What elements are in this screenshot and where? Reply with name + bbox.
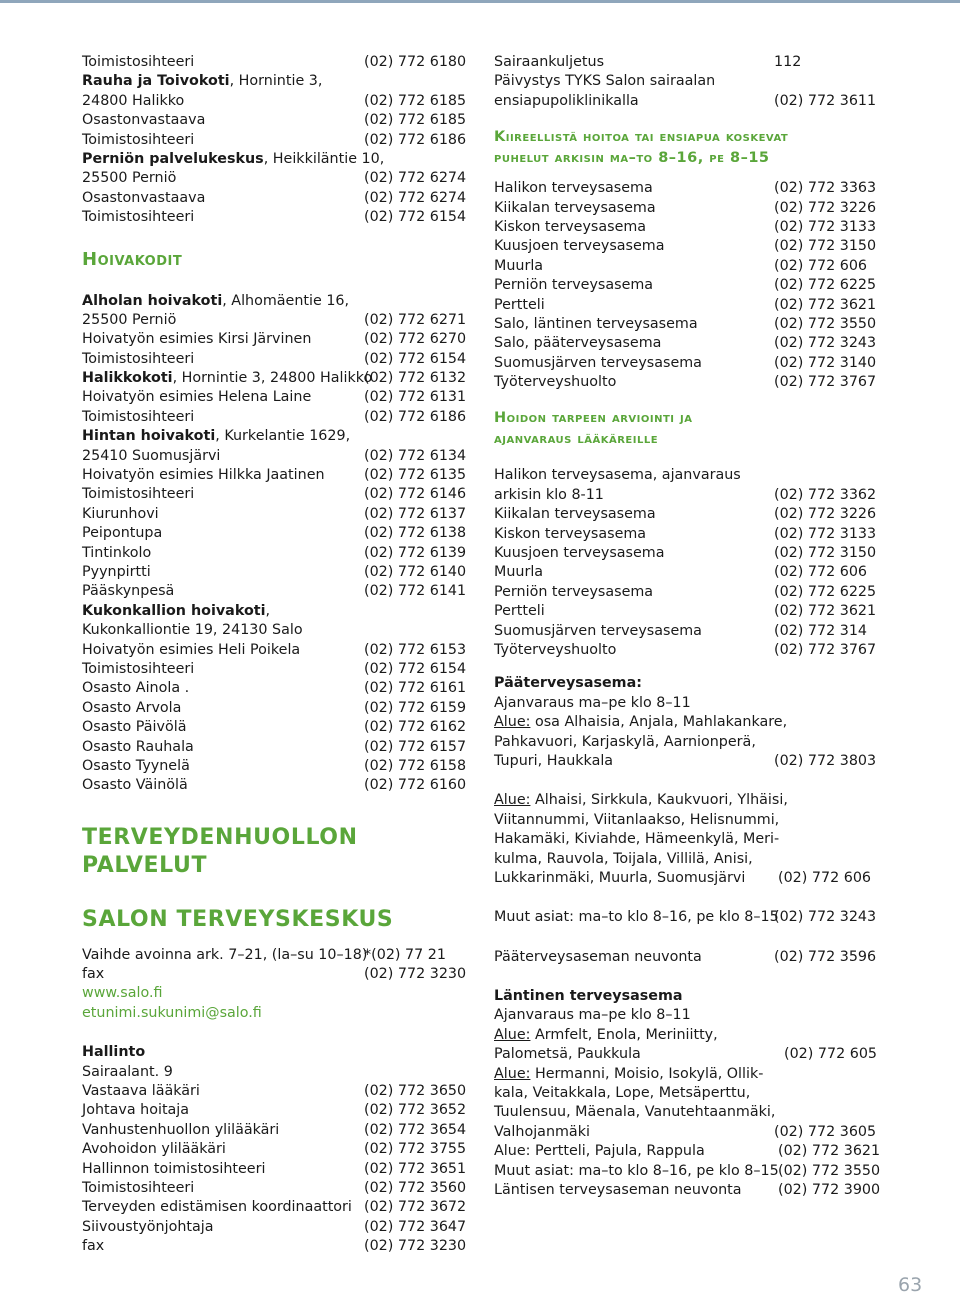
row-label: Kuusjoen terveysasema — [494, 238, 665, 255]
row-label: fax — [82, 1238, 105, 1255]
phone-number: (02) 772 3133 — [774, 218, 877, 235]
list-row — [82, 621, 468, 640]
row-label: Toimistosihteeri — [82, 660, 195, 677]
area-text: Alhaisi, Sirkkula, Kaukvuori, Ylhäisi, — [530, 792, 788, 809]
main-area1-line1 — [494, 713, 876, 732]
list-row — [494, 563, 876, 582]
area-text: Palometsä, Paukkula — [494, 1046, 641, 1063]
row-label: Tintinkolo — [82, 544, 152, 561]
email-link-row — [82, 1004, 468, 1023]
row-label — [82, 150, 384, 169]
phone-number: (02) 772 6154 — [364, 660, 467, 677]
area-text: Pahkavuori, Karjaskylä, Aarnionperä, — [494, 733, 756, 750]
west-area1-line1 — [494, 1026, 876, 1045]
phone-number: (02) 772 6138 — [364, 525, 467, 542]
phone-number: (02) 772 6140 — [364, 563, 467, 580]
list-row — [82, 131, 468, 150]
web-link-row — [82, 984, 468, 1003]
assessment-heading-line1: Hoidon tarpeen arviointi ja — [494, 410, 693, 427]
phone-number: (02) 772 314 — [774, 622, 868, 639]
row-label: fax — [82, 966, 105, 983]
list-row — [82, 427, 468, 446]
phone-number: (02) 772 6274 — [364, 189, 467, 206]
row-label: Sairaankuljetus — [494, 54, 605, 70]
row-label: Hoivatyön esimies Hilkka Jaatinen — [82, 467, 325, 484]
phone-number: (02) 772 606 — [774, 564, 868, 581]
row-label: Osasto Arvola — [82, 699, 182, 716]
list-row — [82, 92, 468, 111]
list-row — [82, 946, 468, 965]
phone-number: (02) 772 3230 — [364, 1238, 467, 1255]
west-area2-line1 — [494, 1065, 876, 1084]
facility-address: , Alhomäentie 16, — [222, 292, 350, 309]
phone-number: (02) 772 6225 — [774, 583, 877, 600]
list-row — [82, 1218, 468, 1237]
phone-number: (02) 772 3550 — [778, 1162, 881, 1179]
row-label: Suomusjärven terveysasema — [494, 354, 702, 371]
west-area2-line3 — [494, 1103, 876, 1122]
main-booking-row — [494, 694, 876, 713]
phone-number: (02) 772 3150 — [774, 545, 877, 562]
list-row — [82, 350, 468, 369]
services-heading: TERVEYDENHUOLLON PALVELUT — [82, 824, 358, 878]
phone-number: (02) 772 3605 — [774, 1123, 877, 1140]
list-row — [82, 53, 468, 72]
hallinto-heading: Hallinto — [82, 1044, 146, 1061]
phone-number: (02) 772 3647 — [364, 1218, 467, 1235]
list-row — [82, 1237, 468, 1256]
list-row — [494, 53, 876, 72]
row-label: Vanhustenhuollon ylilääkäri — [82, 1121, 280, 1138]
row-label: Pyynpirtti — [82, 563, 151, 580]
list-row — [494, 296, 876, 315]
list-row — [494, 92, 876, 111]
phone-number: (02) 772 3150 — [774, 238, 877, 255]
facility-name: Halikkokoti — [82, 370, 173, 387]
list-row — [494, 334, 876, 353]
row-label: Kiskon terveysasema — [494, 218, 647, 235]
list-row — [494, 276, 876, 295]
list-row — [82, 1179, 468, 1198]
main-area1-line2 — [494, 733, 876, 752]
advice-text: Läntisen terveysaseman neuvonta — [494, 1181, 742, 1198]
facility-address: , Heikkiläntie 10, — [263, 150, 385, 167]
list-row — [82, 602, 468, 621]
row-label: Peipontupa — [82, 525, 163, 542]
row-label: Halikon terveysasema, ajanvaraus — [494, 467, 741, 484]
list-row — [82, 189, 468, 208]
hallinto-list — [82, 1082, 468, 1257]
phone-number: *(02) 77 21 — [364, 946, 446, 963]
facility-address: , Hornintie 3, — [229, 73, 323, 90]
assessment-heading-line2: ajanvaraus lääkäreille — [494, 431, 659, 448]
area-text: Viitannummi, Viitanlaakso, Helisnummi, — [494, 811, 780, 828]
list-row — [82, 150, 468, 169]
list-row — [494, 525, 876, 544]
facility-address: , — [265, 602, 271, 619]
row-label: Kiikalan terveysasema — [494, 199, 656, 216]
list-row — [82, 1140, 468, 1159]
emergency-list — [494, 53, 876, 111]
phone-number: (02) 772 6158 — [364, 757, 467, 774]
list-row — [494, 354, 876, 373]
phone-number: (02) 772 6157 — [364, 738, 467, 755]
list-row — [82, 330, 468, 349]
phone-number: (02) 772 3650 — [364, 1083, 467, 1100]
west-heading-row — [494, 987, 876, 1006]
list-row — [82, 1082, 468, 1101]
main-area2-line2 — [494, 811, 876, 830]
row-label: Kiskon terveysasema — [494, 525, 647, 542]
assessment-list — [494, 466, 876, 660]
phone-number: (02) 772 6270 — [364, 331, 467, 348]
row-label: Pertteli — [494, 296, 545, 313]
area-label: Alue: — [494, 792, 531, 809]
list-row — [494, 237, 876, 256]
list-row — [494, 583, 876, 602]
west-booking-text: Ajanvaraus ma–pe klo 8–11 — [494, 1007, 691, 1024]
row-label: Päivystys TYKS Salon sairaalan — [494, 73, 716, 90]
west-booking-row — [494, 1006, 876, 1025]
row-label: Suomusjärven terveysasema — [494, 622, 702, 639]
area-label: Alue: — [494, 1065, 531, 1082]
row-label: Halikon terveysasema — [494, 180, 653, 197]
area-text: Tupuri, Haukkala — [494, 752, 614, 769]
facility-address: , Kurkelantie 1629, — [215, 428, 351, 445]
phone-number: (02) 772 6161 — [364, 680, 467, 697]
row-label: Hoivatyön esimies Kirsi Järvinen — [82, 331, 312, 348]
area-text: osa Alhaisia, Anjala, Mahlakankare, — [530, 714, 788, 731]
row-label: Osastonvastaava — [82, 112, 206, 129]
phone-number: (02) 772 3652 — [364, 1102, 467, 1119]
row-label: Osasto Rauhala — [82, 738, 194, 755]
list-row — [82, 641, 468, 660]
area-text: Valhojanmäki — [494, 1123, 590, 1140]
hallinto-address-row — [82, 1063, 468, 1082]
list-row — [494, 622, 876, 641]
list-row — [82, 208, 468, 227]
row-label — [82, 427, 350, 446]
phone-number: (02) 772 3900 — [778, 1181, 881, 1198]
row-label: Toimistosihteeri — [82, 131, 195, 148]
row-label — [82, 602, 270, 621]
phone-number: (02) 772 3672 — [364, 1199, 467, 1216]
list-row — [82, 72, 468, 91]
phone-number: (02) 772 3243 — [774, 335, 877, 352]
main-area1-line3 — [494, 752, 876, 771]
hallinto-heading-row — [82, 1043, 468, 1062]
left-top-list — [82, 53, 468, 228]
row-label: Vastaava lääkäri — [82, 1083, 200, 1100]
west-area1-line2 — [494, 1045, 876, 1064]
list-row — [494, 257, 876, 276]
list-row — [82, 965, 468, 984]
area-label: Alue: — [494, 714, 531, 731]
list-row — [82, 660, 468, 679]
area-text: Hermanni, Moisio, Isokylä, Ollik- — [530, 1065, 764, 1082]
top-rule — [0, 0, 960, 3]
row-label: Toimistosihteeri — [82, 350, 195, 367]
row-label: Salo, läntinen terveysasema — [494, 315, 698, 332]
area-text: kala, Veitakkala, Lope, Metsäperttu, — [494, 1085, 751, 1102]
list-row — [494, 486, 876, 505]
list-row — [82, 111, 468, 130]
row-label: Hoivatyön esimies Heli Poikela — [82, 641, 301, 658]
row-label: Salo, pääterveysasema — [494, 335, 662, 352]
list-row — [82, 485, 468, 504]
area-text: Alue: Pertteli, Pajula, Rappula — [494, 1143, 705, 1160]
phone-number: (02) 772 6185 — [364, 112, 467, 129]
phone-number: (02) 772 6186 — [364, 131, 467, 148]
row-label: Hoivatyön esimies Helena Laine — [82, 389, 312, 406]
hoivakodit-list — [82, 292, 468, 796]
phone-number: (02) 772 606 — [778, 869, 872, 886]
main-other-row — [494, 908, 876, 927]
list-row — [82, 292, 468, 311]
phone-number: (02) 772 606 — [774, 257, 868, 274]
phone-number: (02) 772 6141 — [364, 583, 467, 600]
phone-number: (02) 772 6154 — [364, 209, 467, 226]
area-label: Alue: — [494, 1026, 531, 1043]
row-label: Perniön terveysasema — [494, 583, 654, 600]
row-label — [82, 72, 322, 91]
row-label: Osasto Päivölä — [82, 719, 187, 736]
urgent-list — [494, 179, 876, 392]
row-label — [82, 292, 349, 311]
urgent-heading-line2: puhelut arkisin ma–to 8–16, pe 8–15 — [494, 150, 770, 167]
phone-number: (02) 772 3550 — [774, 315, 877, 332]
west-other-row — [494, 1162, 881, 1181]
row-label: Työterveyshuolto — [494, 374, 617, 391]
phone-number: (02) 772 3133 — [774, 525, 877, 542]
phone-number: (02) 772 3611 — [774, 92, 877, 109]
list-row — [494, 218, 876, 237]
list-row — [82, 447, 468, 466]
urgent-heading-line1: Kiireellistä hoitoa tai ensiapua koskevat — [494, 129, 789, 146]
list-row — [82, 388, 468, 407]
phone-number: (02) 772 6134 — [364, 447, 467, 464]
row-label: Kukonkalliontie 19, 24130 Salo — [82, 622, 303, 639]
web-link[interactable]: www.salo.fi — [82, 985, 163, 1002]
phone-number: (02) 772 6180 — [364, 54, 467, 70]
list-row — [82, 679, 468, 698]
row-label: Osasto Ainola . — [82, 680, 190, 697]
row-label: Kuusjoen terveysasema — [494, 545, 665, 562]
hoivakodit-heading: Hoivakodit — [82, 248, 183, 270]
list-row — [494, 641, 876, 660]
list-row — [494, 466, 876, 485]
area-text: Tuulensuu, Mäenala, Vanutehtaanmäki, — [494, 1104, 776, 1121]
list-row — [82, 563, 468, 582]
row-label: Toimistosihteeri — [82, 408, 195, 425]
other-matters-text: Muut asiat: ma–to klo 8–16, pe klo 8–15 — [494, 1162, 779, 1179]
row-label: Toimistosihteeri — [82, 1179, 195, 1196]
phone-number: (02) 772 6162 — [364, 719, 467, 736]
row-label: Avohoidon ylilääkäri — [82, 1141, 226, 1158]
list-row — [494, 373, 876, 392]
row-label: Pääskynpesä — [82, 583, 175, 600]
phone-number: (02) 772 6131 — [364, 389, 467, 406]
phone-number: (02) 772 3362 — [774, 486, 877, 503]
phone-number: (02) 772 3621 — [778, 1143, 881, 1160]
west-advice-row — [494, 1181, 881, 1200]
phone-number: (02) 772 605 — [784, 1046, 878, 1063]
phone-number: (02) 772 3621 — [774, 296, 877, 313]
row-label: Toimistosihteeri — [82, 486, 195, 503]
list-row — [82, 408, 468, 427]
phone-number: (02) 772 6146 — [364, 486, 467, 503]
page-number: 63 — [898, 1274, 923, 1296]
list-row — [82, 524, 468, 543]
west-station-heading: Läntinen terveysasema — [494, 988, 683, 1005]
phone-number: (02) 772 6186 — [364, 408, 467, 425]
phone-number: (02) 772 3226 — [774, 199, 877, 216]
other-matters-text: Muut asiat: ma–to klo 8–16, pe klo 8–15 — [494, 909, 779, 926]
facility-name: Hintan hoivakoti — [82, 428, 216, 445]
phone-number: (02) 772 3596 — [774, 948, 877, 965]
row-label: 25410 Suomusjärvi — [82, 447, 221, 464]
row-label: Terveyden edistämisen koordinaattori — [82, 1199, 352, 1216]
list-row — [494, 505, 876, 524]
main-area2-line1 — [494, 791, 876, 810]
right-column — [494, 53, 881, 1200]
west-area3-row — [494, 1142, 881, 1161]
row-label: Muurla — [494, 564, 544, 581]
list-row — [82, 582, 468, 601]
list-row — [494, 544, 876, 563]
phone-number: (02) 772 3651 — [364, 1160, 467, 1177]
main-advice-row — [494, 948, 876, 967]
list-row — [494, 199, 876, 218]
row-label: Pertteli — [494, 603, 545, 620]
row-label: Osasto Tyynelä — [82, 757, 190, 774]
area-text: Hakamäki, Kiviahde, Hämeenkylä, Meri- — [494, 831, 780, 848]
main-station-heading-row — [494, 674, 876, 693]
contact-list — [82, 946, 468, 985]
advice-text: Pääterveysaseman neuvonta — [494, 948, 702, 965]
row-label: Toimistosihteeri — [82, 54, 195, 70]
area-text: Lukkarinmäki, Muurla, Suomusjärvi — [494, 869, 746, 886]
phone-number: (02) 772 6132 — [364, 370, 467, 387]
row-label: Johtava hoitaja — [82, 1102, 190, 1119]
row-label: Kiikalan terveysasema — [494, 506, 656, 523]
row-label: Osastonvastaava — [82, 189, 206, 206]
phone-number: (02) 772 3230 — [364, 966, 467, 983]
facility-name: Perniön palvelukeskus — [82, 150, 264, 167]
list-row — [82, 699, 468, 718]
main-booking-text: Ajanvaraus ma–pe klo 8–11 — [494, 694, 691, 711]
main-station-heading: Pääterveysasema: — [494, 675, 642, 692]
list-row — [494, 315, 876, 334]
row-label: Työterveyshuolto — [494, 641, 617, 658]
phone-number: (02) 772 3654 — [364, 1121, 467, 1138]
row-label: Perniön terveysasema — [494, 277, 654, 294]
list-row — [494, 72, 876, 91]
area-text: kulma, Rauvola, Toijala, Villilä, Anisi, — [494, 850, 753, 867]
phone-number: (02) 772 6153 — [364, 641, 467, 658]
row-label: Muurla — [494, 257, 544, 274]
list-row — [494, 602, 876, 621]
phone-number: (02) 772 3243 — [774, 909, 877, 926]
facility-name: Kukonkallion hoivakoti — [82, 602, 266, 619]
phone-number: (02) 772 6139 — [364, 544, 467, 561]
phone-number: (02) 772 6274 — [364, 170, 467, 187]
area-text: Armfelt, Enola, Meriniitty, — [530, 1026, 718, 1043]
left-column — [82, 53, 468, 1257]
phone-number: (02) 772 6160 — [364, 777, 467, 794]
phone-number: (02) 772 3226 — [774, 506, 877, 523]
facility-name: Alholan hoivakoti — [82, 292, 223, 309]
row-label — [82, 369, 372, 388]
health-center-heading: SALON TERVEYSKESKUS — [82, 906, 394, 932]
phone-number: (02) 772 3767 — [774, 374, 877, 391]
row-label: 25500 Perniö — [82, 311, 177, 328]
phone-number: (02) 772 3621 — [774, 603, 877, 620]
phone-number: (02) 772 3560 — [364, 1179, 467, 1196]
row-label: Vaihde avoinna ark. 7–21, (la–su 10–18) — [82, 946, 368, 963]
list-row — [82, 776, 468, 795]
list-row — [494, 179, 876, 198]
phone-number: (02) 772 3803 — [774, 752, 877, 769]
row-label: Osasto Väinölä — [82, 777, 188, 794]
hallinto-address: Sairaalant. 9 — [82, 1063, 173, 1080]
list-row — [82, 544, 468, 563]
row-label: 25500 Perniö — [82, 170, 177, 187]
facility-name: Rauha ja Toivokoti — [82, 73, 230, 90]
phone-number: (02) 772 3363 — [774, 180, 877, 197]
list-row — [82, 466, 468, 485]
phone-number: (02) 772 6137 — [364, 505, 467, 522]
main-area2-line4 — [494, 850, 876, 869]
phone-number: (02) 772 6185 — [364, 92, 467, 109]
list-row — [82, 738, 468, 757]
phone-number: (02) 772 3140 — [774, 354, 877, 371]
list-row — [82, 1101, 468, 1120]
list-row — [82, 718, 468, 737]
facility-address: , Hornintie 3, 24800 Halikko — [172, 370, 373, 387]
west-area2-line4 — [494, 1123, 876, 1142]
main-area2-line5 — [494, 869, 876, 888]
list-row — [82, 169, 468, 188]
list-row — [82, 369, 468, 388]
main-area2-line3 — [494, 830, 876, 849]
phone-number: (02) 772 3767 — [774, 641, 877, 658]
list-row — [82, 1121, 468, 1140]
row-label: Hallinnon toimistosihteeri — [82, 1160, 266, 1177]
list-row — [82, 505, 468, 524]
list-row — [82, 1160, 468, 1179]
row-label: ensiapupoliklinikalla — [494, 92, 639, 109]
row-label: Kiurunhovi — [82, 505, 159, 522]
row-label: 24800 Halikko — [82, 92, 185, 109]
phone-number: (02) 772 6154 — [364, 350, 467, 367]
phone-number: (02) 772 3755 — [364, 1141, 467, 1158]
phone-number: (02) 772 6271 — [364, 311, 467, 328]
phone-number: (02) 772 6159 — [364, 699, 467, 716]
list-row — [82, 311, 468, 330]
phone-number: 112 — [774, 54, 802, 70]
west-area2-line2 — [494, 1084, 876, 1103]
row-label: arkisin klo 8-11 — [494, 486, 604, 503]
row-label: Toimistosihteeri — [82, 209, 195, 226]
list-row — [82, 757, 468, 776]
list-row — [82, 1198, 468, 1217]
row-label: Siivoustyönjohtaja — [82, 1218, 214, 1235]
phone-number: (02) 772 6225 — [774, 277, 877, 294]
phone-number: (02) 772 6135 — [364, 467, 467, 484]
email-link[interactable]: etunimi.sukunimi@salo.fi — [82, 1004, 262, 1021]
